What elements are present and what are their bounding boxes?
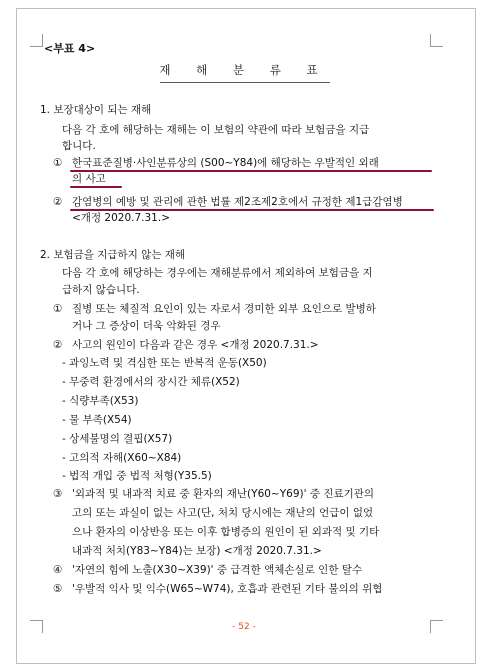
section2-intro-line2: 급하지 않습니다. [62, 284, 140, 296]
highlight-underline [70, 186, 122, 188]
section1-item2-number: ② [53, 196, 63, 208]
title-underline [160, 82, 330, 83]
list-item: - 과잉노력 및 격심한 또는 반복적 운동(X50) [62, 357, 267, 369]
section1-item1-line2: 의 사고 [72, 173, 106, 185]
section2-heading: 2. 보험금을 지급하지 않는 재해 [40, 249, 186, 261]
list-item: - 고의적 자해(X60~X84) [62, 452, 182, 464]
highlight-underline [70, 209, 434, 211]
section1-item2-line1: 감염병의 예방 및 관리에 관한 법률 제2조제2호에서 규정한 제1급감염병 [72, 196, 403, 208]
list-item: - 법적 개입 중 법적 처형(Y35.5) [62, 470, 212, 482]
appendix-label: <부표 4> [44, 42, 96, 55]
section2-item3-line1: '외과적 및 내과적 치료 중 환자의 재난(Y60~Y69)' 중 진료기관의 [72, 488, 375, 500]
section2-item2-line1: 사고의 원인이 다음과 같은 경우 <개정 2020.7.31.> [72, 339, 319, 351]
page-title: 재 해 분 류 표 [159, 63, 329, 77]
section2-intro-line1: 다음 각 호에 해당하는 경우에는 재해분류에서 제외하여 보험금을 지 [62, 267, 373, 279]
section1-item2-revision: <개정 2020.7.31.> [72, 212, 170, 224]
section1-item1-line1: 한국표준질병·사인분류상의 (S00~Y84)에 해당하는 우발적인 외래 [72, 157, 379, 169]
section2-item1-line2: 거나 그 증상이 더욱 악화된 경우 [72, 320, 221, 332]
list-item: - 물 부족(X54) [62, 414, 132, 426]
crop-mark-top-left [30, 34, 43, 47]
section2-item5-number: ⑤ [53, 583, 63, 595]
section2-item3-line4: 내과적 처치(Y83~Y84)는 보장) <개정 2020.7.31.> [72, 545, 322, 557]
section1-item1-number: ① [53, 157, 63, 169]
crop-mark-top-right [430, 34, 443, 47]
section1-intro-line1: 다음 각 호에 해당하는 재해는 이 보험의 약관에 따라 보험금을 지급 [62, 124, 370, 136]
section2-item1-line1: 질병 또는 체질적 요인이 있는 자로서 경미한 외부 요인으로 발병하 [72, 303, 376, 315]
page-number: - 52 - [232, 622, 256, 632]
list-item: - 상세불명의 결핍(X57) [62, 433, 173, 445]
section2-item3-line3: 으나 환자의 이상반응 또는 이후 합병증의 원인이 된 외과적 및 기타 [72, 526, 380, 538]
list-item: - 식량부족(X53) [62, 395, 139, 407]
section2-item2-number: ② [53, 339, 63, 351]
list-item: - 무중력 환경에서의 장시간 체류(X52) [62, 376, 240, 388]
section2-item3-number: ③ [53, 488, 63, 500]
highlight-underline [70, 170, 432, 172]
section2-item4-number: ④ [53, 564, 63, 576]
section1-heading: 1. 보장대상이 되는 재해 [40, 104, 152, 116]
section2-item1-number: ① [53, 303, 63, 315]
section2-item5-line1: '우발적 익사 및 익수(W65~W74), 호흡과 관련된 기타 불의의 위협 [72, 583, 383, 595]
section1-intro-line2: 합니다. [62, 140, 96, 152]
section2-item4-line1: '자연의 힘에 노출(X30~X39)' 중 급격한 액체손실로 인한 탈수 [72, 564, 363, 576]
section2-item3-line2: 고의 또는 과실이 없는 사고(단, 처치 당시에는 재난의 언급이 없었 [72, 507, 374, 519]
